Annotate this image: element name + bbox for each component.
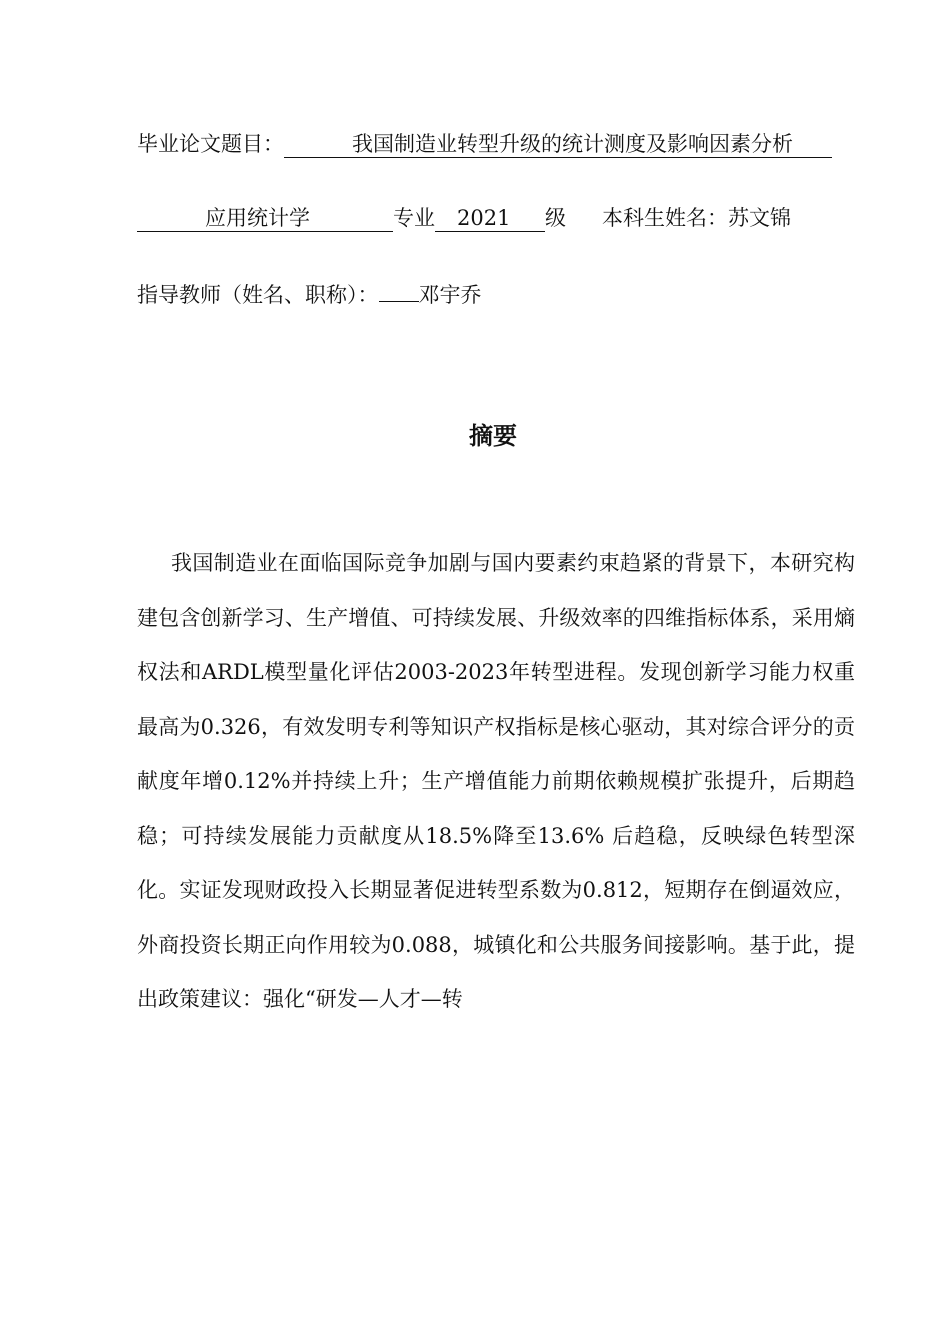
- advisor-blank: [379, 301, 419, 302]
- major-label: 专业: [393, 206, 435, 230]
- thesis-title-line: [137, 130, 832, 158]
- major-field: 应用统计学: [137, 205, 393, 232]
- year-field: 2021: [435, 205, 545, 232]
- year-label: 级: [545, 206, 566, 230]
- major-line: [137, 204, 791, 232]
- advisor-label: 指导教师（姓名、职称）：: [137, 283, 379, 307]
- advisor-line: [137, 281, 482, 309]
- abstract-heading: 摘要: [469, 422, 517, 450]
- advisor-value: 邓宇乔: [418, 283, 482, 307]
- thesis-title-field: 我国制造业转型升级的统计测度及影响因素分析: [284, 131, 832, 158]
- thesis-title-label: 毕业论文题目：: [137, 132, 284, 156]
- student-name-value: 苏文锦: [728, 206, 791, 230]
- student-name-label: 本科生姓名：: [602, 206, 728, 230]
- abstract-body: 我国制造业在面临国际竞争加剧与国内要素约束趋紧的背景下，本研究构建包含创新学习、生产增值、可持续发展、升级效率的四维指标体系，采用熵权法和ARDL模型量化评估2003-2023年转型进程。发现创新学习能力权重最高为0.326，有效发明专利等知识产权指标是核心驱动，其对综合评分的贡献度年增0.12%并持续上升；生产增值能力前期依赖规模扩张提升，后期趋稳；可持续发展能力贡献度从18.5%降至13.6% 后趋稳，反映绿色转型深化。实证发现财政投入长期显著促进转型系数为0.812，短期存在倒逼效应，外商投资长期正向作用较为0.088，城镇化和公共服务间接影响。基于此，提出政策建议：强化“研发—人才—转: [137, 551, 855, 1011]
